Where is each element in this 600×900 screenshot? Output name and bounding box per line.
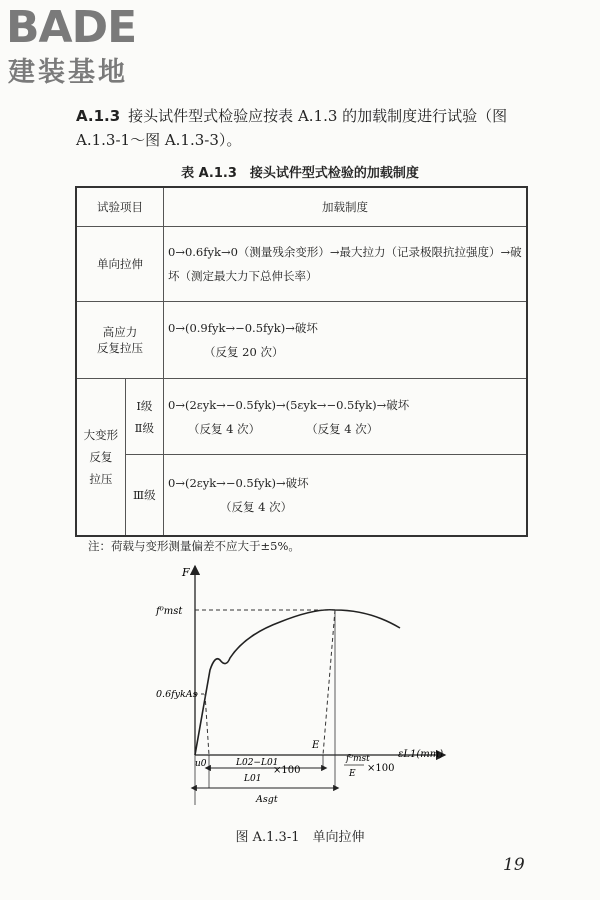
table-note: 注：荷载与变形测量偏差不应大于±5%。 — [88, 539, 300, 553]
table-header-row — [76, 187, 527, 227]
cell-level: Ⅰ级 Ⅱ级 — [125, 379, 163, 455]
cell-item: 高应力 反复拉压 — [76, 302, 164, 379]
watermark-logo — [6, 2, 176, 94]
frac1-num: L02−L01 — [236, 758, 279, 768]
cell-item: 单向拉伸 — [76, 227, 164, 302]
logo-subtitle: 建装基地 — [8, 57, 128, 88]
cell-load: 0→0.6fyk→0（测量残余变形）→最大拉力（记录极限抗拉强度）→破坏（测定最大力下总伸长率） — [164, 227, 528, 302]
unload-dashed-1 — [205, 694, 209, 755]
label-x100-a: ×100 — [273, 765, 301, 776]
page-number: 19 — [503, 855, 525, 875]
figure-caption: 图 A.1.3-1 单向拉伸 — [235, 830, 365, 845]
loading-table — [75, 186, 528, 537]
table-caption: 表 A.1.3 接头试件型式检验的加载制度 — [181, 166, 419, 181]
table-row — [76, 302, 527, 379]
cell-level: Ⅲ级 — [125, 455, 163, 537]
cell-load: 0→(0.9fyk→−0.5fyk)→破坏 （反复 20 次） — [164, 302, 528, 379]
label-asgt: Asgt — [256, 794, 278, 805]
clause-text: 接头试件型式检验应按表 A.1.3 的加载制度进行试验（图 A.1.3-1～图 A.1.3-3）。 — [76, 107, 508, 149]
uniaxial-tension-figure — [150, 560, 470, 810]
axes — [195, 566, 445, 755]
logo-brand: BADE — [6, 2, 137, 53]
header-load: 加载制度 — [164, 187, 528, 227]
label-fmst: f⁰mst — [156, 606, 183, 617]
frac1-den: L01 — [244, 774, 262, 784]
unload-dashed-2 — [323, 610, 335, 755]
label-e: E — [312, 740, 320, 751]
clause-a13 — [76, 104, 536, 152]
x-axis-label: εL1(mm) — [398, 749, 444, 760]
table-row — [76, 227, 527, 302]
label-u0: u0 — [195, 759, 207, 769]
cell-load: 0→(2εyk→−0.5fyk)→(5εyk→−0.5fyk)→破坏 （反复 4 次） （反复 4 次） — [164, 379, 528, 455]
y-axis-label: F — [182, 566, 190, 579]
cell-group: 大变形 反复 拉压 — [76, 379, 125, 537]
table-row — [76, 455, 527, 537]
header-item: 试验项目 — [76, 187, 164, 227]
stress-strain-curve — [195, 610, 400, 755]
cell-load: 0→(2εyk→−0.5fyk)→破坏 （反复 4 次） — [164, 455, 528, 537]
frac2-num: f⁰mst — [346, 754, 370, 764]
table-row — [76, 379, 527, 455]
frac2-den: E — [349, 769, 356, 779]
label-06fyk: 0.6fykAs — [156, 689, 198, 700]
clause-number: A.1.3 — [76, 107, 121, 125]
label-x100-b: ×100 — [367, 763, 395, 774]
